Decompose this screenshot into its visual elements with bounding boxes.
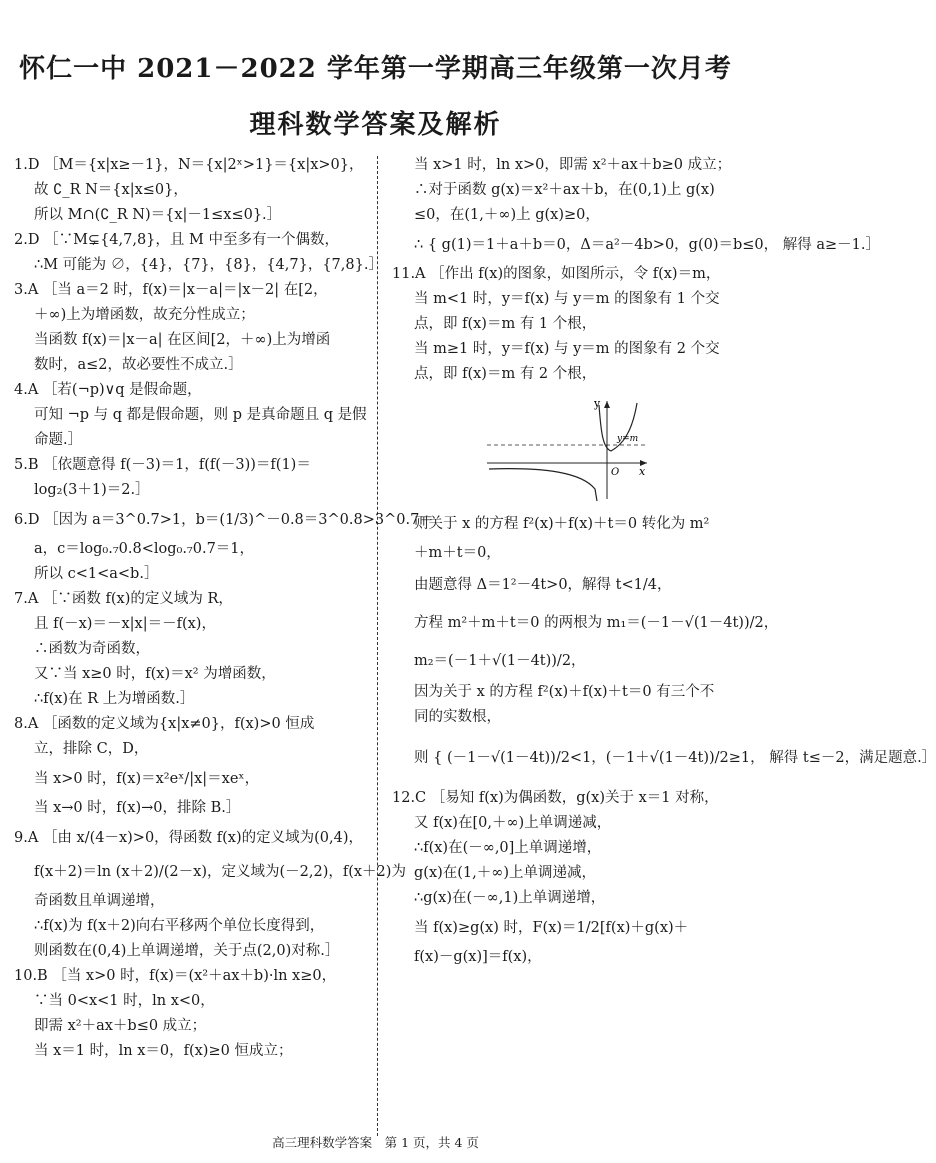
page-footer: 高三理科数学答案 第 1 页，共 4 页 [272,1135,479,1150]
answer-line: 命题.］ [34,432,83,448]
answer-line: ∴f(x)为 f(x＋2)向右平移两个单位长度得到， [34,918,325,934]
answer-line: 则关于 x 的方程 f²(x)＋f(x)＋t＝0 转化为 m² [414,516,710,532]
answer-line: 8.A ［函数的定义域为{x|x≠0}，f(x)>0 恒成 [14,716,315,732]
answer-line: 故 ∁_R N＝{x|x≤0}， [34,182,188,198]
answer-line: 同的实数根， [414,709,501,725]
x-axis-label: x [639,465,646,478]
answer-line: 又∵当 x≥0 时，f(x)＝x² 为增函数， [34,666,276,682]
answer-line: 又 f(x)在[0,＋∞)上单调递减， [414,815,612,831]
left-column [14,153,434,1064]
answer-line: 2.D ［∵M⊊{4,7,8}，且 M 中至多有一个偶数， [14,232,339,248]
answer-line: 立，排除 C，D， [34,741,149,757]
answer-line: 可知 ¬p 与 q 都是假命题，则 p 是真命题且 q 是假 [34,407,367,423]
answer-line: 所以 M∩(∁_R N)＝{x|－1≤x≤0}.］ [34,207,282,223]
answer-line: 点，即 f(x)＝m 有 2 个根， [414,366,597,382]
answer-line: 当 f(x)≥g(x) 时，F(x)＝1/2[f(x)＋g(x)＋ [414,920,689,936]
y-axis-label: y [594,397,601,410]
answer-line: 当 x→0 时，f(x)→0，排除 B.］ [34,800,241,816]
answer-line: 当函数 f(x)＝|x－a| 在区间[2，＋∞)上为增函 [34,332,331,348]
answer-line: log₂(3＋1)＝2.］ [34,482,150,498]
answer-line: ∴g(x)在(－∞,1)上单调递增， [414,890,606,906]
answer-line: ∴ { g(1)＝1＋a＋b＝0，Δ＝a²－4b>0，g(0)＝b≤0， 解得 a≥－1.］ [414,237,881,253]
answer-line: ∴M 可能为 ∅，{4}，{7}，{8}，{4,7}，{7,8}.］ [34,257,383,273]
answer-line: f(x)－g(x)]＝f(x)， [414,949,542,965]
right-column [392,153,936,970]
page-subtitle: 理科数学答案及解析 [249,110,502,140]
answer-line: 当 m<1 时，y＝f(x) 与 y＝m 的图象有 1 个交 [414,291,720,307]
answer-line: g(x)在(1,＋∞)上单调递减， [414,865,596,881]
column-divider [377,156,378,1136]
line-label: y=m [617,434,639,444]
function-graph-svg [487,393,677,503]
answer-line: ∴f(x)在 R 上为增函数.］ [34,691,195,707]
answer-line: 4.A ［若(¬p)∨q 是假命题， [14,382,202,398]
answer-line: 当 x>0 时，f(x)＝x²eˣ/|x|＝xeˣ， [34,771,260,787]
answer-line: 1.D ［M＝{x|x≥－1}，N＝{x|2ˣ>1}＝{x|x>0}， [14,157,364,173]
answer-line: 当 m≥1 时，y＝f(x) 与 y＝m 的图象有 2 个交 [414,341,720,357]
origin-label: O [611,467,620,478]
answer-line: 点，即 f(x)＝m 有 1 个根， [414,316,597,332]
answer-line: 即需 x²＋ax＋b≤0 成立； [34,1018,207,1034]
answer-line: 3.A ［当 a＝2 时，f(x)＝|x－a|＝|x－2| 在[2， [14,282,328,298]
answer-line: 6.D ［因为 a＝3^0.7>1，b＝(1/3)^－0.8＝3^0.8>3^0.7＝ [14,512,434,528]
answer-line: 且 f(－x)＝－x|x|＝－f(x)， [34,616,216,632]
answer-line: f(x＋2)＝ln (x＋2)/(2－x)，定义域为(－2,2)，f(x＋2)为 [34,864,406,880]
answer-line: 因为关于 x 的方程 f²(x)＋f(x)＋t＝0 有三个不 [414,684,715,700]
answer-line: 12.C ［易知 f(x)为偶函数，g(x)关于 x＝1 对称， [392,790,719,806]
answer-line: 则 { (－1－√(1－4t))/2<1，(－1＋√(1－4t))/2≥1， 解得 t≤－2，满足题意.］ [414,750,936,766]
answer-line: 11.A ［作出 f(x)的图象，如图所示，令 f(x)＝m， [392,266,721,282]
answer-line: ∵当 0<x<1 时，ln x<0， [34,993,215,1009]
answer-line: 数时，a≤2，故必要性不成立.］ [34,357,243,373]
answer-line: 方程 m²＋m＋t＝0 的两根为 m₁＝(－1－√(1－4t))/2， [414,615,779,631]
answer-line: 当 x＝1 时，ln x＝0，f(x)≥0 恒成立； [34,1043,293,1059]
answer-line: 7.A ［∵函数 f(x)的定义域为 R， [14,591,233,607]
answer-line: ＋m＋t＝0， [414,545,501,561]
page-title: 怀仁一中 2021－2022 学年第一学期高三年级第一次月考 [19,54,732,84]
answer-line: 则函数在(0,4)上单调递增，关于点(2,0)对称.］ [34,943,340,959]
answer-line: ∴函数为奇函数， [34,641,150,657]
answer-line: 奇函数且单调递增， [34,893,165,909]
y-axis-arrow [604,401,610,408]
answer-line: 由题意得 Δ＝1²－4t>0，解得 t<1/4， [414,577,672,593]
answer-line: ∴f(x)在(－∞,0]上单调递增， [414,840,602,856]
curve-left-branch [489,469,597,501]
answer-line: ∴对于函数 g(x)＝x²＋ax＋b，在(0,1)上 g(x) [414,182,715,198]
answer-line: a，c＝log₀.₇0.8<log₀.₇0.7＝1， [34,541,255,557]
answer-line: 当 x>1 时，ln x>0，即需 x²＋ax＋b≥0 成立； [414,157,732,173]
answer-line: ≤0，在(1,＋∞)上 g(x)≥0， [414,207,600,223]
answer-line: 9.A ［由 x/(4－x)>0，得函数 f(x)的定义域为(0,4)， [14,830,364,846]
answer-line: ＋∞)上为增函数，故充分性成立； [34,307,255,323]
answer-line: m₂＝(－1＋√(1－4t))/2， [414,653,586,669]
answer-line: 所以 c<1<a<b.］ [34,566,159,582]
function-graph [487,393,677,503]
answer-line: 5.B ［依题意得 f(－3)＝1，f(f(－3))＝f(1)＝ [14,457,311,473]
answer-line: 10.B ［当 x>0 时，f(x)＝(x²＋ax＋b)·ln x≥0， [14,968,337,984]
